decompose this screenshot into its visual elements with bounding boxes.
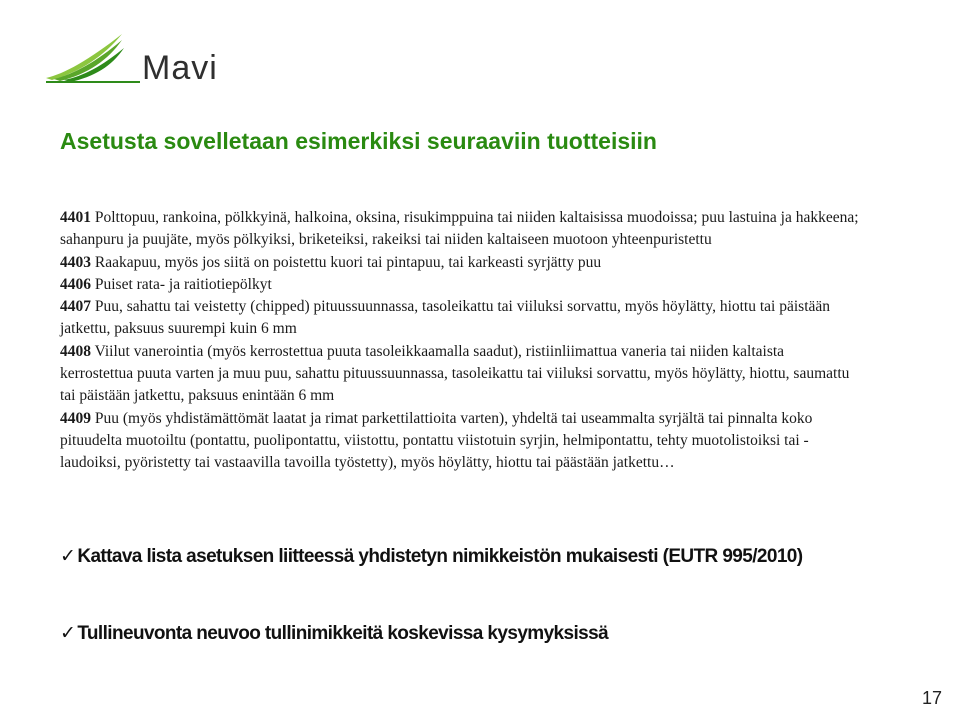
product-item [60,207,860,252]
product-code: 4401 [60,209,91,226]
product-code: 4403 [60,253,91,271]
bullet-text: Kattava lista asetuksen liitteessä yhdistetyn nimikkeistön mukaisesti (EUTR 995/2010) [77,546,803,567]
product-item [60,341,860,408]
product-description: Puu, sahattu tai veistetty (chipped) pituussuunnassa, tasoleikattu tai viiluksi sorvattu, myös höylätty, hiottu tai päistään jatkettu, paksuus suurempi kuin 6 mm [60,298,831,338]
mavi-logo [44,30,218,87]
checkmark-icon: ✓ [60,545,76,567]
product-item [60,252,860,274]
product-description: Viilut vanerointia (myös kerrostettua puuta tasoleikkaamalla saadut), ristiinliimattua vaneria tai niiden kaltaista kerrostettua puuta varten ja muu puu, sahattu pituussuunnassa, tasoleikattu tai viiluksi sorvattu, myös höylätty, hiottu, saumattu tai päistään jatkettu, paksuus enintään 6 mm [60,342,850,405]
logo-leaf-icon [44,30,144,85]
product-description: Puiset rata- ja raitiotiepölkyt [91,275,272,293]
checkmark-icon: ✓ [60,622,76,644]
product-code: 4408 [60,342,91,360]
bullet-customs-advice [60,620,840,647]
product-code: 4406 [60,275,91,293]
page-number: 17 [921,688,942,708]
product-item [60,408,860,475]
bullet-eutr-list [60,543,840,570]
product-item [60,296,860,341]
page-title: Asetusta sovelletaan esimerkiksi seuraaviin tuotteisiin [60,128,657,154]
product-code: 4407 [60,298,91,316]
product-description: Puu (myös yhdistämättömät laatat ja rimat parkettilattioita varten), yhdeltä tai useammalta syrjältä tai pinnalta koko pituudelta muotoiltu (pontattu, puolipontattu, viistottu, pontattu viistotuin syrjin, helmipontattu, tehty muotolistoiksi tai -laudoiksi, pyöristetty tai vastaavilla tavoilla työstetty), myös höylätty, hiottu tai päästään jatkettu… [60,409,813,472]
product-list [60,207,860,475]
product-item [60,274,860,296]
product-code: 4409 [60,409,91,427]
logo-text: Mavi [142,49,218,87]
product-description: Raakapuu, myös jos siitä on poistettu kuori tai pintapuu, tai karkeasti syrjätty puu [91,253,602,271]
product-description: Polttopuu, rankoina, pölkkyinä, halkoina, oksina, risukimppuina tai niiden kaltaisissa muodoissa; puu lastuina ja hakkeena; sahanpuru ja puujäte, myös pölkyiksi, briketeiksi, rakeiksi tai niiden kaltaiseen muotoon yhteenpuristettu [60,209,859,249]
bullet-text: Tullineuvonta neuvoo tullinimikkeitä koskevissa kysymyksissä [77,623,609,644]
